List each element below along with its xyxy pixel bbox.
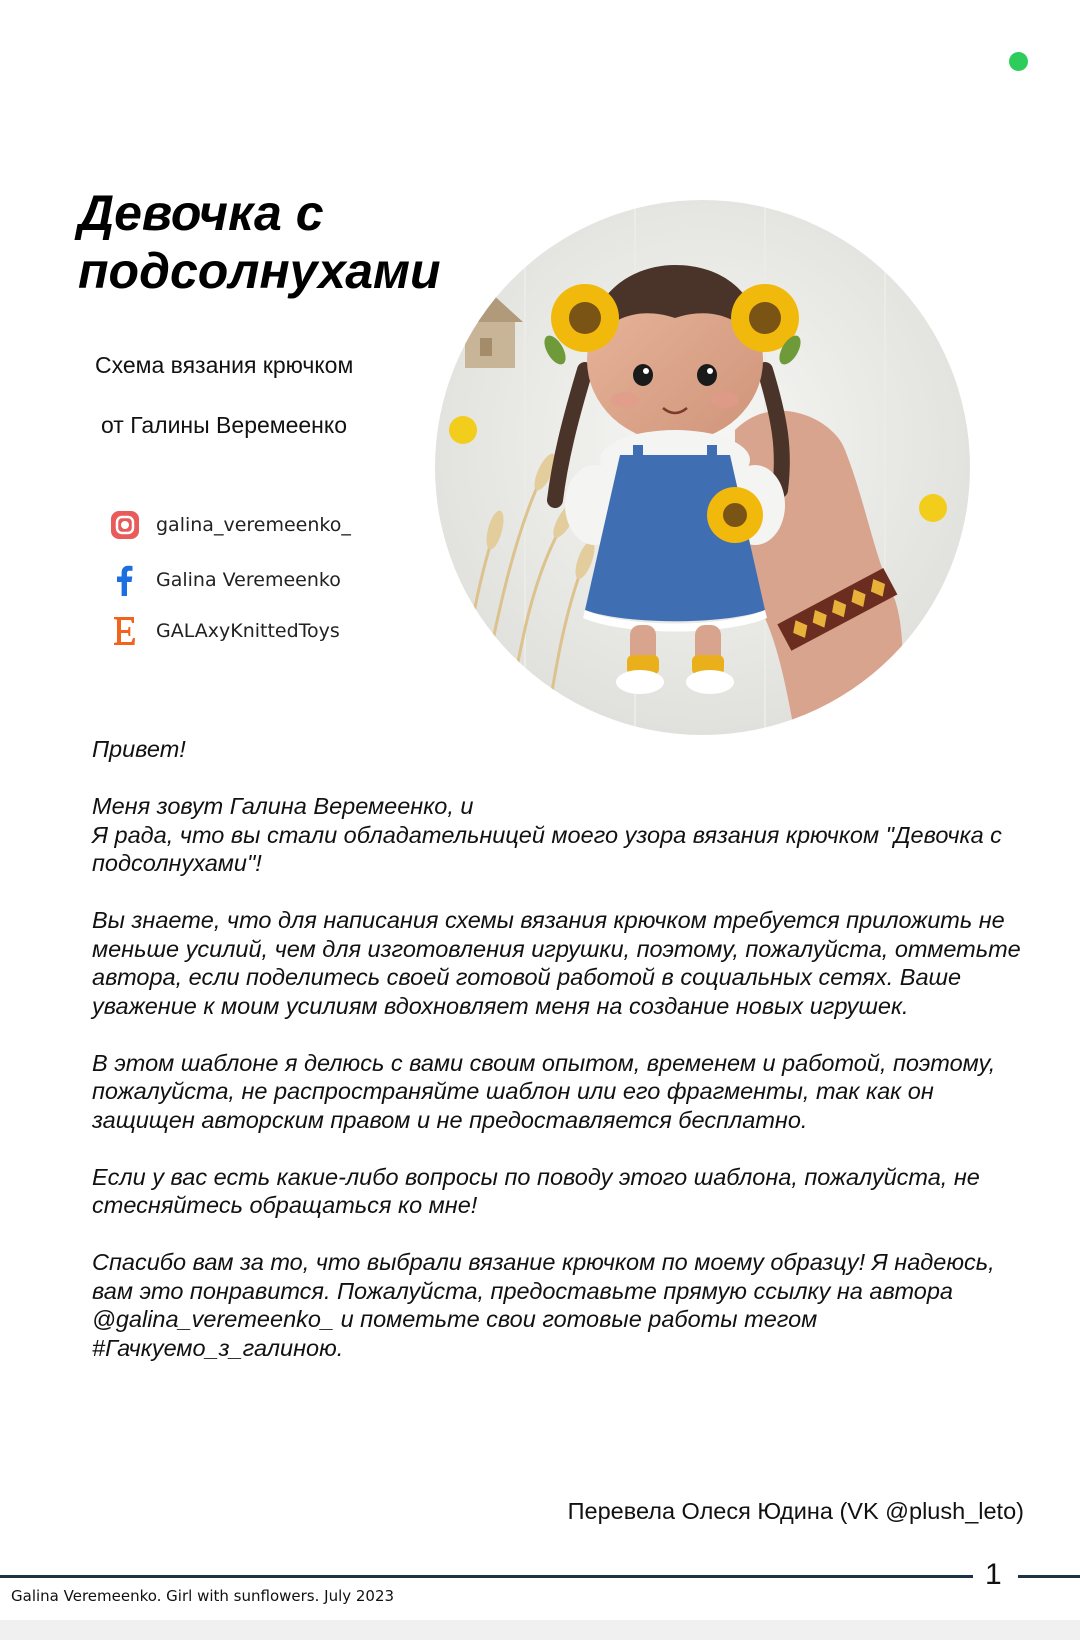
paragraph-thanks: Спасибо вам за то, что выбрали вязание крючком по моему образцу! Я надеюсь, вам это понравится. Пожалуйста, предоставьте прямую ссылку на автора @galina_veremeenko_ и пометьте свои готовые работы тегом #Гачкуемо_з_галиною. <box>92 1249 995 1361</box>
paragraph-copyright: В этом шаблоне я делюсь с вами своим опытом, временем и работой, поэтому, пожалуйста, не распространяйте шаблон или его фрагменты, так как он защищен авторским правом и не предоставляется бесплатно. <box>92 1049 996 1133</box>
doll-photo <box>435 200 970 735</box>
translator-credit: Перевела Олеся Юдина (VK @plush_leto) <box>567 1498 1024 1524</box>
paragraph-credit: Вы знаете, что для написания схемы вязания крючком требуется приложить не меньше усилий, чем для изготовления игрушки, поэтому, пожалуйста, отметьте автора, если поделитесь своей готовой работой в социальных сетях. Ваше уважение к моим усилиям вдохновляет меня на создание новых игрушек. <box>92 907 1021 1019</box>
greeting: Привет! <box>92 736 186 762</box>
facebook-handle: Galina Veremeenko <box>156 569 341 591</box>
subtitle-line-1: Схема вязания крючком <box>95 352 354 378</box>
bottom-band <box>0 1620 1080 1640</box>
footer-rule-right <box>1018 1575 1080 1578</box>
social-instagram[interactable] <box>108 508 351 542</box>
footer-text: Galina Veremeenko. Girl with sunflowers. July 2023 <box>11 1587 395 1605</box>
footer-rule-left <box>0 1575 973 1578</box>
body-text <box>92 735 1022 1391</box>
subtitle-line-2: от Галины Веремеенко <box>101 412 347 438</box>
social-facebook[interactable] <box>108 563 341 597</box>
paragraph-questions: Если у вас есть какие-либо вопросы по поводу этого шаблона, пожалуйста, не стесняйтесь обращаться ко мне! <box>92 1163 980 1218</box>
paragraph-intro: Меня зовут Галина Веремеенко, и Я рада, что вы стали обладательницей моего узора вязания крючком "Девочка с подсолнухами"! <box>92 793 1002 876</box>
etsy-icon <box>108 614 142 648</box>
instagram-icon <box>108 508 142 542</box>
page-title: Девочка с подсолнухами <box>78 185 441 299</box>
social-etsy[interactable] <box>108 614 340 648</box>
etsy-handle: GALAxyKnittedToys <box>156 620 340 642</box>
status-indicator-dot <box>1009 52 1028 71</box>
instagram-handle: galina_veremeenko_ <box>156 514 351 536</box>
page-number: 1 <box>985 1558 1002 1591</box>
facebook-icon <box>108 563 142 597</box>
